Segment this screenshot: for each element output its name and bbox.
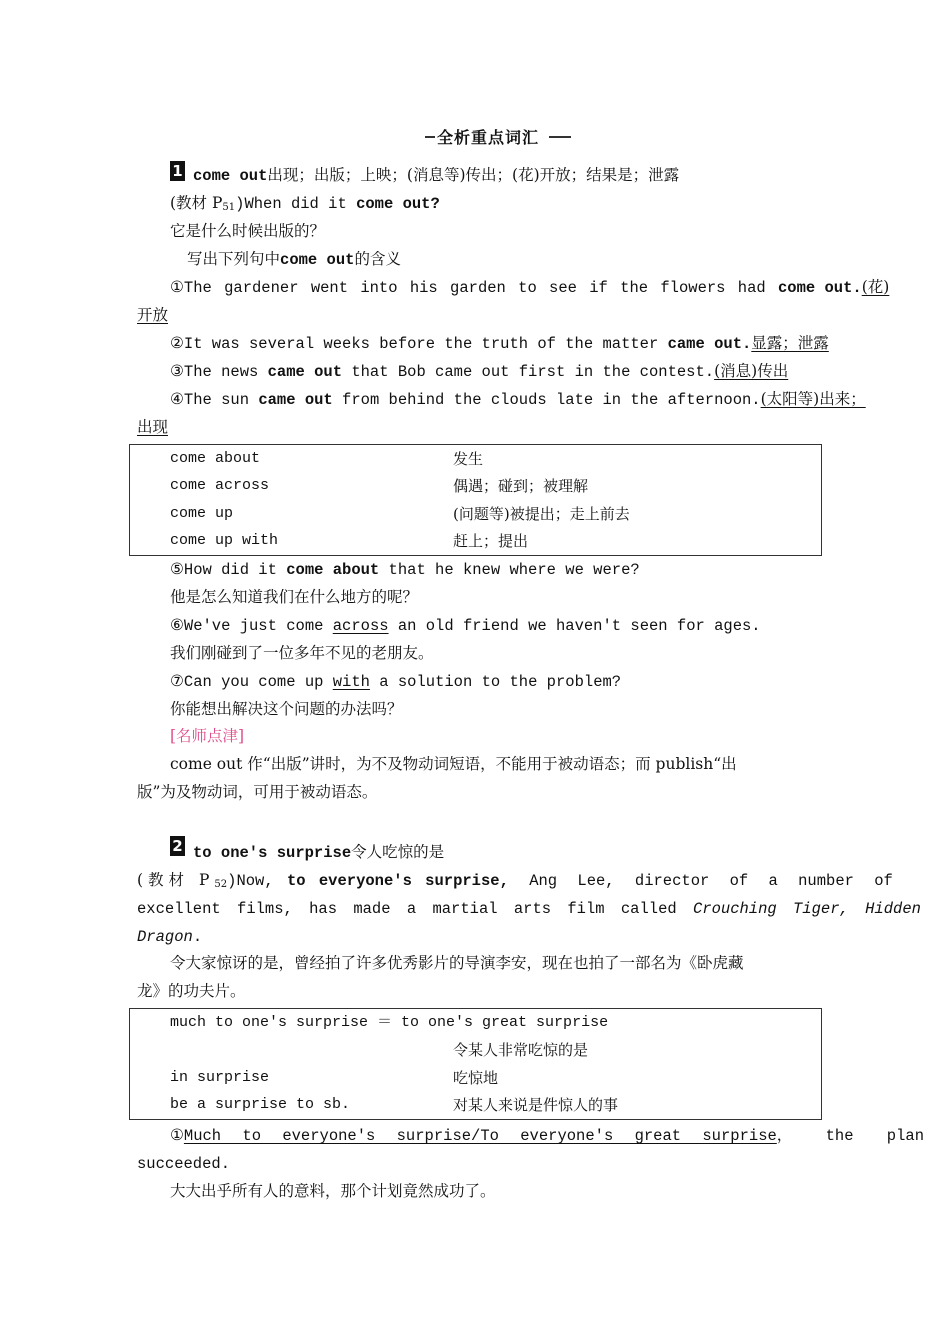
teacher-tip-label: [名师点津] — [170, 727, 245, 745]
source-prefix: (教材 P — [170, 194, 223, 212]
item2-example-1 — [170, 1125, 925, 1146]
example-5-cn: 他是怎么知道我们在什么地方的呢？ — [170, 588, 419, 606]
section-title — [425, 126, 575, 148]
example-answer: (花) — [861, 278, 890, 296]
example-keyword: come out. — [778, 279, 862, 297]
table-row — [130, 1064, 822, 1092]
table-meaning: 赶上；提出 — [453, 532, 529, 551]
item2-head-meaning: 令人吃惊的是 — [351, 843, 445, 861]
example-7 — [170, 671, 815, 692]
table-phrase: come up — [170, 504, 234, 522]
example-text: that he knew where we were? — [379, 561, 640, 579]
source-sentence: excellent films, has made a martial arts film called — [137, 900, 693, 918]
table-phrase: come about — [170, 449, 261, 467]
example-answer: 开放 — [137, 306, 169, 324]
example-5 — [170, 559, 815, 580]
table-meaning: 令某人非常吃惊的是 — [453, 1041, 589, 1060]
example-1 — [170, 277, 890, 298]
source-keyword: come out? — [356, 195, 440, 213]
item2-source-line2 — [137, 898, 921, 919]
film-title: Crouching Tiger, Hidden — [692, 900, 921, 918]
example-4-cont — [137, 417, 815, 437]
item1-task — [187, 249, 865, 270]
example-6-cn: 我们刚碰到了一位多年不见的老朋友。 — [170, 644, 434, 662]
table-row — [130, 528, 822, 556]
example-text: a solution to the problem? — [369, 673, 622, 691]
item2-heading — [193, 842, 871, 863]
example-text: an old friend we haven't seen for ages. — [388, 617, 761, 635]
source-sentence: Ang Lee, director of a number of — [508, 872, 893, 890]
source-prefix: (教材 P — [137, 871, 215, 889]
example-4 — [170, 389, 866, 410]
table-row — [130, 1009, 822, 1037]
table-phrase: come up with — [170, 532, 279, 550]
task-text-end: 的含义 — [354, 250, 401, 268]
title-right-bar — [549, 136, 571, 138]
example-answer: 出现 — [137, 418, 169, 436]
table-row — [130, 1092, 822, 1120]
example-answer: with — [332, 673, 370, 691]
item-number-badge: 1 — [170, 161, 185, 181]
example-text: ②It was several weeks before the truth of the matter — [170, 335, 668, 353]
table-phrase: be a surprise to sb. — [170, 1096, 351, 1114]
example-text: ⑤How did it — [170, 561, 287, 579]
example-number: ① — [170, 1126, 184, 1144]
table-meaning: 发生 — [453, 449, 484, 468]
example-text: ③The news — [170, 363, 268, 381]
table-meaning: 偶遇；碰到；被理解 — [453, 477, 589, 496]
item2-source-cn2: 龙》的功夫片。 — [137, 982, 246, 1000]
example-text: from behind the clouds late in the afternoon. — [332, 391, 761, 409]
example-keyword: came out — [267, 363, 343, 381]
source-page: 52 — [214, 879, 228, 890]
item2-source-line3 — [137, 926, 815, 947]
item1-head-meaning: 出现；出版；上映；(消息等)传出；(花)开放；结果是；泄露 — [267, 166, 680, 184]
example-6 — [170, 615, 815, 636]
title-left-bar — [425, 136, 435, 138]
example-text: that Bob came out first in the contest. — [342, 363, 715, 381]
example-keyword: came out. — [667, 335, 752, 353]
task-text: 写出下列句中 — [187, 250, 281, 268]
item1-source-cn: 它是什么时候出版的？ — [170, 222, 326, 240]
example-keyword: come about — [286, 561, 380, 579]
table-meaning: 对某人来说是件惊人的事 — [453, 1096, 619, 1115]
source-page: 51 — [222, 202, 236, 213]
example-text: succeeded. — [137, 1155, 231, 1173]
item2-source — [137, 870, 893, 895]
section-title-text: 全析重点词汇 — [437, 128, 540, 147]
example-2 — [170, 333, 829, 354]
table-meaning: 吃惊地 — [453, 1068, 499, 1087]
example-answer: (太阳等)出来； — [760, 390, 866, 408]
source-keyword: to everyone's surprise, — [286, 872, 509, 890]
example-7-cn: 你能想出解决这个问题的办法吗？ — [170, 700, 403, 718]
example-text: ⑥We've just come — [170, 617, 333, 635]
table-phrase: much to one's surprise ＝ to one's great surprise — [170, 1013, 609, 1031]
item2-example-1-cont — [137, 1153, 815, 1174]
source-sentence: )When did it — [235, 195, 357, 213]
item2-head-phrase: to one's surprise — [193, 844, 352, 862]
item1-heading — [193, 165, 871, 186]
example-keyword: came out — [258, 391, 333, 409]
item2-example-1-cn: 大大出乎所有人的意料，那个计划竟然成功了。 — [170, 1182, 496, 1200]
table-phrase: come across — [170, 477, 270, 495]
teacher-tip-line1: come out 作“出版”讲时，为不及物动词短语，不能用于被动语态；而 publish“出 — [170, 755, 737, 773]
example-text: ⑦Can you come up — [170, 673, 333, 691]
film-title: Dragon — [137, 928, 193, 946]
example-answer: Much to everyone's surprise/To everyone's great surprise — [183, 1127, 777, 1145]
example-answer: 显露；泄露 — [751, 334, 829, 352]
example-answer: (消息)传出 — [714, 362, 789, 380]
source-sentence: . — [192, 928, 203, 946]
example-answer: across — [332, 617, 389, 635]
example-1-cont — [137, 305, 815, 325]
example-text: ①The gardener went into his garden to see if the flowers had — [170, 279, 778, 297]
table-row — [130, 473, 822, 501]
teacher-tip-line2: 版”为及物动词，可用于被动语态。 — [137, 783, 378, 801]
example-text: ④The sun — [170, 391, 259, 409]
table-row — [130, 1037, 822, 1065]
item-number-badge: 2 — [170, 836, 185, 856]
item1-head-phrase: come out — [193, 167, 268, 185]
item2-source-cn1: 令大家惊讶的是，曾经拍了许多优秀影片的导演李安，现在也拍了一部名为《卧虎藏 — [170, 954, 744, 972]
phrase-table — [129, 444, 822, 556]
source-sentence: )Now, — [227, 872, 287, 890]
table-row — [130, 445, 822, 473]
example-text: ， the plan — [776, 1127, 925, 1145]
example-3 — [170, 361, 815, 382]
phrase-table — [129, 1008, 822, 1120]
table-phrase: in surprise — [170, 1068, 270, 1086]
table-meaning: (问题等)被提出；走上前去 — [453, 504, 630, 523]
task-keyword: come out — [280, 251, 355, 269]
table-row — [130, 500, 822, 528]
item1-source — [170, 193, 815, 218]
